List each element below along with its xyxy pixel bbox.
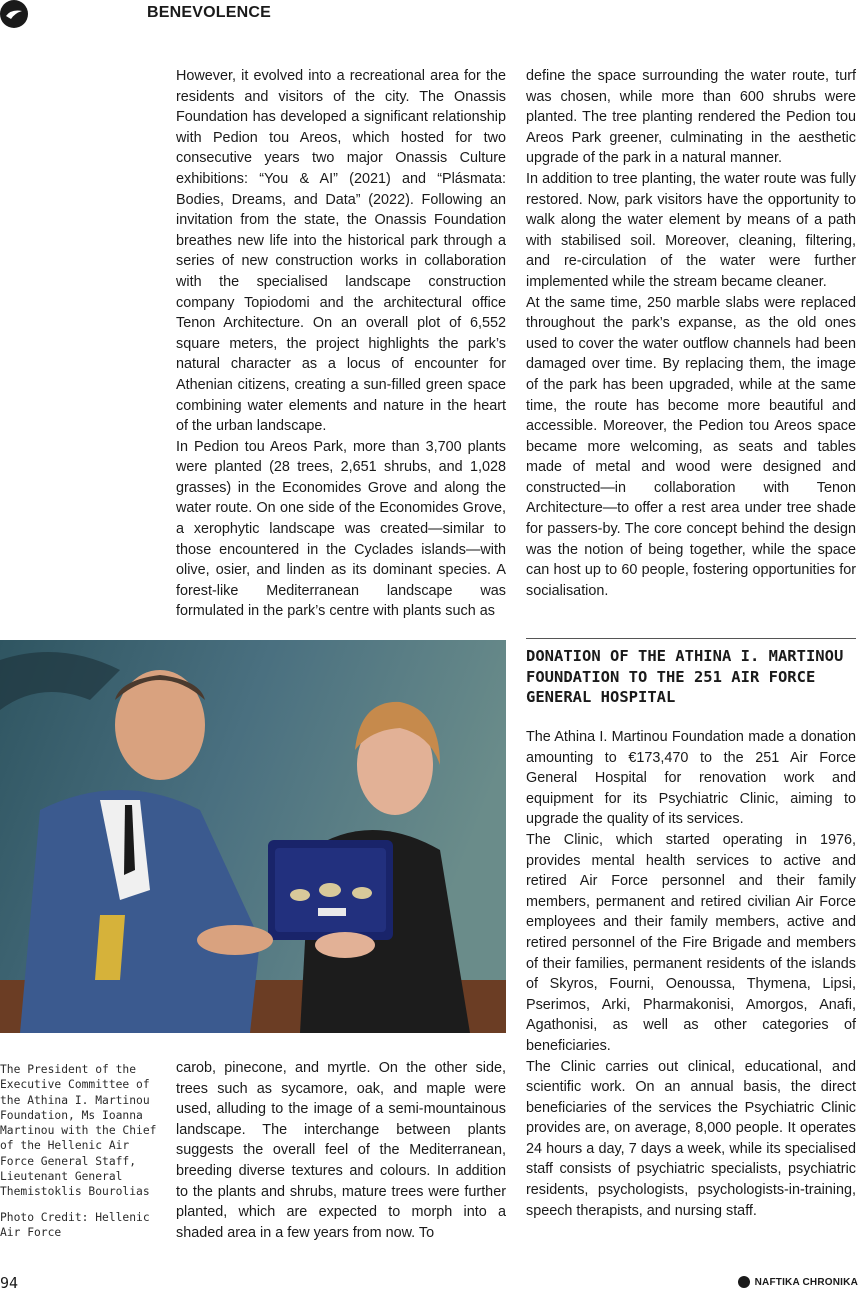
article-heading: DONATION OF THE ATHINA I. MARTINOU FOUNDATION TO THE 251 AIR FORCE GENERAL HOSPITAL bbox=[526, 647, 844, 706]
footer-brand bbox=[738, 1276, 858, 1288]
paragraph: At the same time, 250 marble slabs were replaced throughout the park’s expanse, as the old ones used to cover the water outflow channels had been damaged over time. By replacing them, the image of the park has been upgraded, while at the same time, the route has become more beautiful and accessible. Moreover, the Pedion tou Areos space became more welcoming, as seats and tables made of metal and wood were designed and constructed—in collaboration with Tenon Architecture—to offer a rest area under tree shade for passers-by. The core concept behind the design was the notion of being together, while the space can host up to 60 people, fostering opportunities for socialisation. bbox=[526, 294, 856, 599]
brand-logo-icon bbox=[738, 1276, 750, 1288]
article-column-1 bbox=[176, 66, 506, 622]
section-divider bbox=[526, 638, 856, 639]
section-label: BENEVOLENCE bbox=[147, 4, 271, 21]
photo-caption-block bbox=[0, 1062, 160, 1250]
paragraph: In addition to tree planting, the water route was fully restored. Now, park visitors have the opportunity to walk along the water element by means of a path with stabilised soil. Moreover, cleaning, filtering, and re-circulation of the water were further implemented while the stream became cleaner. bbox=[526, 170, 856, 290]
paragraph: The Athina I. Martinou Foundation made a donation amounting to €173,470 to the 251 Air Force General Hospital for renovation work and equipment for its Psychiatric Clinic, aiming to upgrade the quality of its services. bbox=[526, 729, 856, 828]
paragraph: define the space surrounding the water route, turf was chosen, while more than 600 shrubs were planted. The tree planting rendered the Pedion tou Areos Park greener, culminating in the aesthetic upgrade of the park in a natural manner. bbox=[526, 68, 856, 167]
article-column-2 bbox=[526, 66, 856, 601]
paragraph: carob, pinecone, and myrtle. On the other side, trees such as sycamore, oak, and maple were used, alluding to the image of a semi-mountainous landscape. The interchange between plants suggests the overall feel of the Mediterranean, breeding diverse textures and colours. In addition to the plants and shrubs, mature trees were further planted, which are expected to morph into a shaded area in a few years from now. To bbox=[176, 1060, 506, 1241]
paragraph: However, it evolved into a recreational area for the residents and visitors of the city. The Onassis Foundation has developed a significant relationship with Pedion tou Areos, which hosted for two consecutive years two major Onassis Culture exhibitions: “You & AI” (2021) and “Plásmata: Bodies, Dreams, and Data” (2022). Following an invitation from the state, the Onassis Foundation breathes new life into the historical park through a series of new construction works in collaboration with the specialised landscape construction company Topiodomi and the architectural office Tenon Architecture. On an overall plot of 6,552 square meters, the project highlights the park’s natural character as a locus of encounter for Athenian citizens, creating a sun-filled green space combining water elements and nature in the heart of the urban landscape. bbox=[176, 68, 506, 435]
ceremony-photo bbox=[0, 640, 506, 1033]
magazine-logo-icon bbox=[0, 0, 28, 28]
photo-credit: Photo Credit: Hellenic Air Force bbox=[0, 1210, 150, 1239]
paragraph: In Pedion tou Areos Park, more than 3,700 plants were planted (28 trees, 2,651 shrubs, and 1,028 grasses) in the Economides Grove and along the water route. On one side of the Economides Grove, a xerophytic landscape was created—similar to those encountered in the Cyclades islands—with olive, osier, and linden as its dominant species. A forest-like Mediterranean landscape was formulated in the park’s centre with plants such as bbox=[176, 438, 506, 620]
article-column-3 bbox=[176, 1058, 506, 1243]
paragraph: The Clinic carries out clinical, educational, and scientific work. On an annual basis, the direct beneficiaries of the services the Psychiatric Clinic provides are, on average, 8,000 people. It operates 24 hours a day, 7 days a week, while its specialised staff consists of psychiatric specialists, psychiatric residents, psychologists, psychologists-in-training, speech therapists, and nursing staff. bbox=[526, 1058, 856, 1219]
paragraph: The Clinic, which started operating in 1976, provides mental health services to active and retired Air Force personnel and their family members, permanent and retired civilian Air Force employees and their family members, active and retired personnel of the Fire Brigade and members of their families, permanent residents of the islands of Skyros, Fourni, Oenoussa, Thymena, Lipsi, Pserimos, Arki, Pharmakonisi, Amorgos, Anafi, Agathonisi, as well as other categories of beneficiaries. bbox=[526, 831, 856, 1054]
page-number: 94 bbox=[0, 1274, 19, 1292]
photo-caption: The President of the Executive Committee of the Athina I. Martinou Foundation, Ms Ioanna Martinou with the Chief of the Hellenic Air Force General Staff, Lieutenant General Themistoklis Bourolias bbox=[0, 1063, 157, 1199]
article-column-4 bbox=[526, 727, 856, 1221]
brand-name: NAFTIKA CHRONIKA bbox=[754, 1276, 858, 1288]
